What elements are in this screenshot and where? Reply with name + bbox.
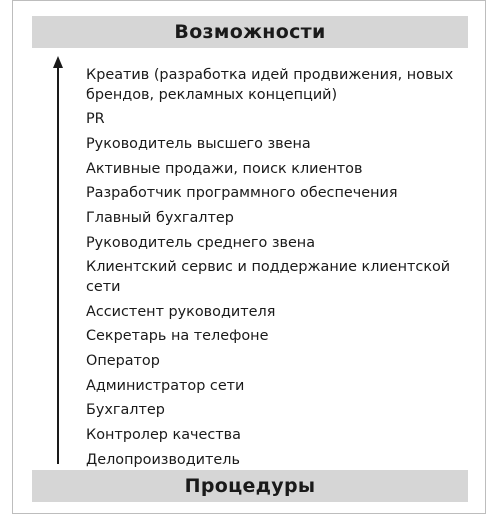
list-item: PR [86, 111, 105, 128]
list-item: Ассистент руководителя [86, 303, 276, 320]
list-item: Главный бухгалтер [86, 209, 234, 226]
bottom-label-band [32, 470, 468, 502]
list-item: Руководитель высшего звена [86, 135, 311, 152]
list-item: Администратор сети [86, 377, 245, 394]
list-item: Активные продажи, поиск клиентов [86, 160, 363, 177]
top-label-band [32, 16, 468, 48]
list-item: Разработчик программного обеспечения [86, 185, 398, 202]
bottom-label: Процедуры [184, 475, 316, 497]
list-item: Клиентский сервис и поддержание клиентской сети [86, 259, 451, 295]
top-label: Возможности [174, 21, 326, 43]
up-arrow-icon [50, 56, 66, 464]
list-item: Бухгалтер [86, 402, 165, 419]
list-item: Секретарь на телефоне [86, 328, 269, 345]
list-item: Руководитель среднего звена [86, 234, 316, 251]
list-item: Оператор [86, 352, 160, 369]
list-item: Делопроизводитель [86, 451, 240, 468]
position-list [86, 66, 484, 475]
list-item: Креатив (разработка идей продвижения, новых брендов, рекламных концепций) [86, 67, 454, 103]
list-item: Контролер качества [86, 426, 241, 443]
